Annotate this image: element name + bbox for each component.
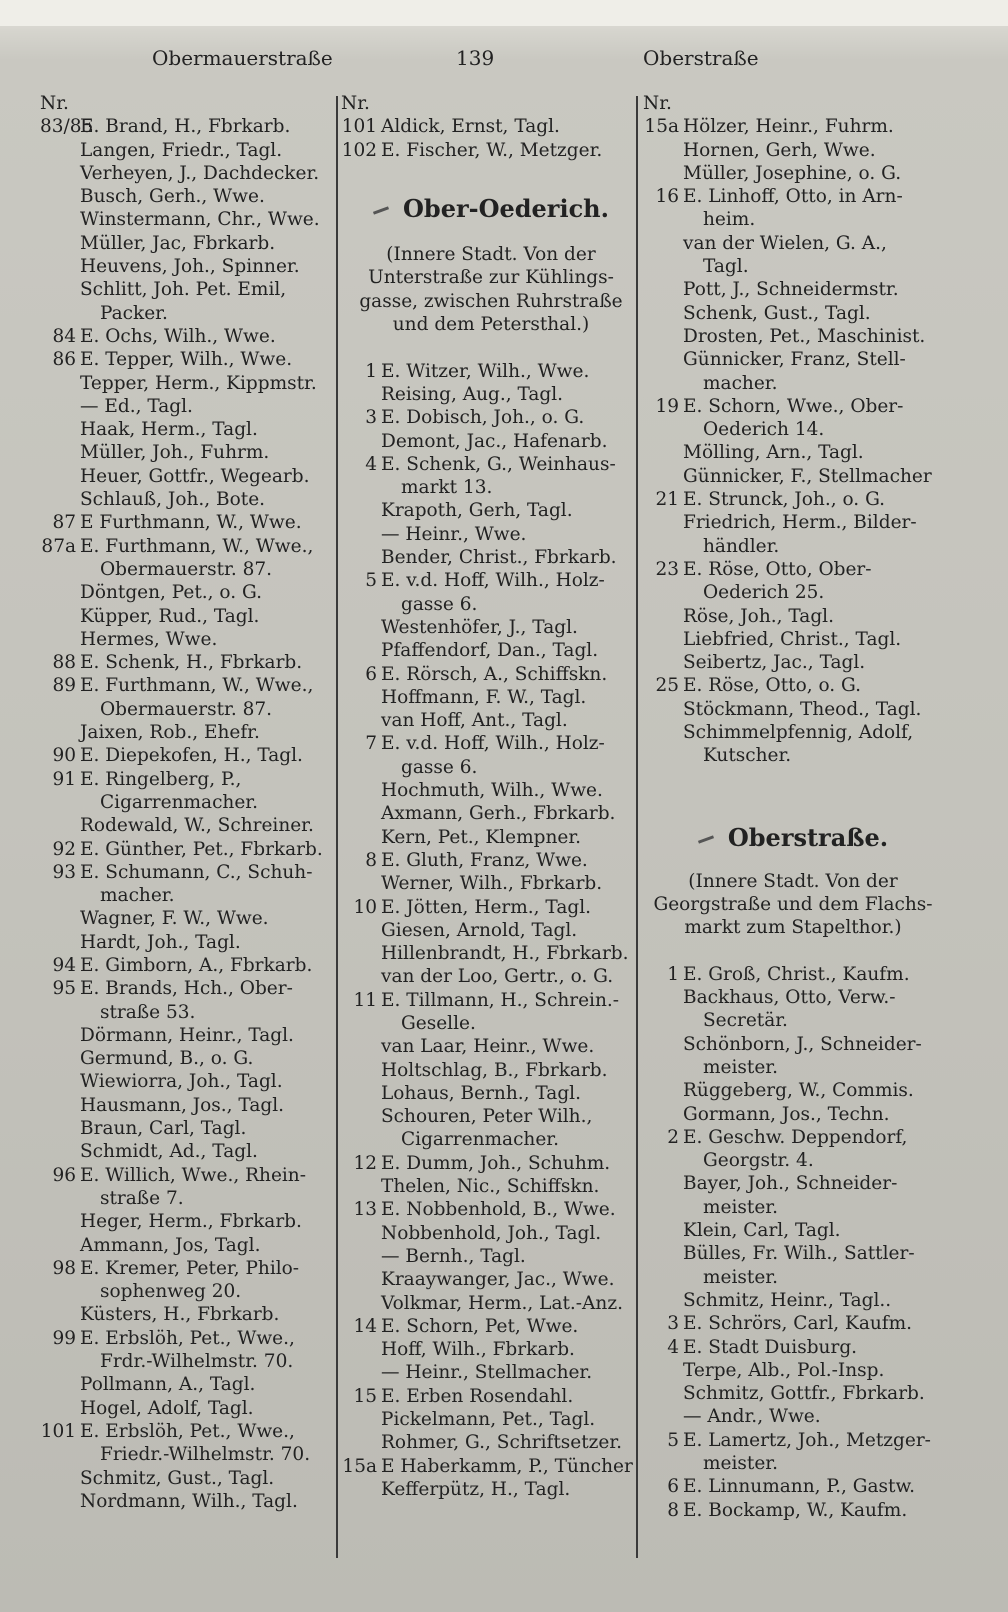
house-number: 4 <box>365 453 377 475</box>
pencil-mark <box>373 207 389 215</box>
house-entry <box>40 838 340 861</box>
resident-line: Kern, Pet., Klempner. <box>381 826 582 848</box>
section-title-ober-oederich <box>341 185 641 233</box>
house-number: 102 <box>341 139 377 161</box>
column-middle <box>341 92 641 1552</box>
house-entry <box>643 185 943 208</box>
resident-line: Axmann, Gerh., Fbrkarb. <box>381 803 616 825</box>
resident-line: Mölling, Arn., Tagl. <box>683 442 864 464</box>
resident-line: Braun, Carl, Tagl. <box>80 1118 247 1140</box>
house-entry <box>341 569 641 592</box>
resident-line: Cigarrenmacher. <box>100 791 258 813</box>
house-number: 3 <box>667 1313 679 1335</box>
resident-text: E. Erben Rosendahl. <box>381 1385 574 1407</box>
resident-line: Hermes, Wwe. <box>80 628 218 650</box>
house-entry <box>40 744 340 767</box>
resident-line: händler. <box>703 535 780 557</box>
resident-line: Wagner, F. W., Wwe. <box>80 908 269 930</box>
resident-line: Pott, J., Schneidermstr. <box>683 279 899 301</box>
house-entry <box>40 535 340 558</box>
resident-line: Friedr.-Wilhelmstr. 70. <box>100 1444 311 1466</box>
resident-line: Drosten, Pet., Maschinist. <box>683 325 926 347</box>
resident-line: Oederich 14. <box>703 419 825 441</box>
house-entry <box>643 963 943 986</box>
house-number: 3 <box>365 407 377 429</box>
description-line: Unterstraße zur Kühlings- <box>368 267 614 289</box>
resident-line: sophenweg 20. <box>100 1281 242 1303</box>
house-number: 96 <box>52 1164 76 1186</box>
house-number: 92 <box>52 838 76 860</box>
resident-text: E Furthmann, W., Wwe. <box>80 512 302 534</box>
house-number: 93 <box>52 861 76 883</box>
resident-text: E. Schrörs, Carl, Kaufm. <box>683 1313 913 1335</box>
resident-text: E. Fischer, W., Metzger. <box>381 139 603 161</box>
house-entry <box>341 139 641 162</box>
resident-line: van Laar, Heinr., Wwe. <box>381 1036 595 1058</box>
spacer <box>643 940 943 963</box>
house-number: 8 <box>667 1499 679 1521</box>
resident-line: Secretär. <box>703 1010 788 1032</box>
resident-line: — Heinr., Wwe. <box>381 523 527 545</box>
house-number: 101 <box>40 1420 76 1442</box>
house-number: 98 <box>52 1257 76 1279</box>
house-number: 6 <box>667 1476 679 1498</box>
description-line: (Innere Stadt. Von der <box>688 870 898 892</box>
resident-line: heim. <box>703 209 756 231</box>
resident-line: Langen, Friedr., Tagl. <box>80 139 283 161</box>
description-line: und dem Petersthal.) <box>392 314 590 336</box>
house-entry <box>341 1198 641 1221</box>
resident-text: E. Dobisch, Joh., o. G. <box>381 407 585 429</box>
resident-line: Germund, B., o. G. <box>80 1048 254 1070</box>
resident-line: Geselle. <box>401 1012 476 1034</box>
entry-list <box>341 360 641 1502</box>
house-number: 13 <box>353 1199 377 1221</box>
resident-line: Hoffmann, F. W., Tagl. <box>381 686 587 708</box>
resident-line: Volkmar, Herm., Lat.-Anz. <box>381 1292 623 1314</box>
resident-line: Klein, Carl, Tagl. <box>683 1220 841 1242</box>
pencil-mark <box>698 835 714 843</box>
resident-line: Bülles, Fr. Wilh., Sattler- <box>683 1243 915 1265</box>
resident-line: Schlauß, Joh., Bote. <box>80 489 266 511</box>
resident-line: Döntgen, Pet., o. G. <box>80 582 263 604</box>
resident-line: Hillenbrandt, H., Fbrkarb. <box>381 943 629 965</box>
resident-line: Pfaffendorf, Dan., Tagl. <box>381 640 599 662</box>
section-description <box>341 243 641 336</box>
section-title-text: Ober-Oederich. <box>403 194 609 224</box>
resident-text: E. Linnumann, P., Gastw. <box>683 1476 915 1498</box>
resident-line: Pollmann, A., Tagl. <box>80 1374 256 1396</box>
resident-line: Winstermann, Chr., Wwe. <box>80 209 320 231</box>
resident-line: Friedrich, Herm., Bilder- <box>683 512 917 534</box>
resident-text: E. Ringelberg, P., <box>80 768 242 790</box>
house-number: 99 <box>52 1327 76 1349</box>
house-number: 15a <box>342 1455 377 1477</box>
entry-list <box>341 92 641 162</box>
resident-line: Seibertz, Jac., Tagl. <box>683 652 866 674</box>
resident-line: Giesen, Arnold, Tagl. <box>381 919 578 941</box>
resident-text: E. Willich, Wwe., Rhein- <box>80 1164 306 1186</box>
resident-line: Oederich 25. <box>703 582 825 604</box>
resident-text: E. Furthmann, W., Wwe., <box>80 535 314 557</box>
page-header <box>0 46 1008 76</box>
resident-text: E. Schenk, G., Weinhaus- <box>381 453 616 475</box>
resident-line: Cigarrenmacher. <box>401 1129 559 1151</box>
house-entry <box>40 1257 340 1280</box>
house-number: 83/85 <box>40 116 94 138</box>
resident-line: Günnicker, F., Stellmacher <box>683 465 932 487</box>
resident-line: Hochmuth, Wilh., Wwe. <box>381 780 603 802</box>
house-number: 11 <box>353 989 377 1011</box>
house-number: 101 <box>341 116 377 138</box>
resident-line: Gormann, Jos., Techn. <box>683 1103 890 1125</box>
resident-line: Thelen, Nic., Schiffskn. <box>381 1176 600 1198</box>
resident-line: Obermauerstr. 87. <box>100 558 273 580</box>
resident-line: van der Loo, Gertr., o. G. <box>381 966 614 988</box>
house-entry <box>40 1420 340 1443</box>
resident-line: Müller, Joh., Fuhrm. <box>80 442 270 464</box>
resident-line: Georgstr. 4. <box>703 1150 814 1172</box>
house-number: 94 <box>52 954 76 976</box>
resident-text: E. Schenk, H., Fbrkarb. <box>80 652 303 674</box>
house-number: 1 <box>365 360 377 382</box>
house-entry <box>40 511 340 534</box>
resident-text: E. Lamertz, Joh., Metzger- <box>683 1429 931 1451</box>
resident-line: Holtschlag, B., Fbrkarb. <box>381 1059 608 1081</box>
house-number: 95 <box>52 978 76 1000</box>
resident-line: Frdr.-Wilhelmstr. 70. <box>100 1351 294 1373</box>
resident-line: Schouren, Peter Wilh., <box>381 1106 593 1128</box>
resident-line: Krapoth, Gerh, Tagl. <box>381 500 573 522</box>
house-number: 8 <box>365 849 377 871</box>
resident-line: Schönborn, J., Schneider- <box>683 1033 922 1055</box>
resident-line: van der Wielen, G. A., <box>683 232 887 254</box>
house-entry <box>341 406 641 429</box>
house-number: 15 <box>353 1385 377 1407</box>
spacer <box>341 233 641 243</box>
resident-text: E. Diepekofen, H., Tagl. <box>80 745 303 767</box>
resident-line: Küsters, H., Fbrkarb. <box>80 1304 280 1326</box>
resident-line: van Hoff, Ant., Tagl. <box>381 710 568 732</box>
resident-line: Wiewiorra, Joh., Tagl. <box>80 1071 283 1093</box>
house-number: 7 <box>365 733 377 755</box>
house-number: 21 <box>655 489 679 511</box>
column-right <box>643 92 943 1552</box>
house-entry <box>40 954 340 977</box>
resident-text: E. Brand, H., Fbrkarb. <box>80 116 291 138</box>
resident-line: meister. <box>703 1453 778 1475</box>
house-entry <box>40 861 340 884</box>
resident-line: Kefferpütz, H., Tagl. <box>381 1478 571 1500</box>
resident-text: E. Jötten, Herm., Tagl. <box>381 896 591 918</box>
house-entry <box>643 1312 943 1335</box>
resident-line: macher. <box>100 885 175 907</box>
resident-line: Westenhöfer, J., Tagl. <box>381 616 578 638</box>
resident-text: E. Brands, Hch., Ober- <box>80 978 293 1000</box>
resident-line: Kutscher. <box>703 745 792 767</box>
resident-text: E. Schorn, Pet, Wwe. <box>381 1315 579 1337</box>
house-entry <box>341 1455 641 1478</box>
resident-text: E. Erbslöh, Pet., Wwe., <box>80 1420 295 1442</box>
resident-line: Nordmann, Wilh., Tagl. <box>80 1490 298 1512</box>
resident-line: Hoff, Wilh., Fbrkarb. <box>381 1339 575 1361</box>
resident-line: Rüggeberg, W., Commis. <box>683 1080 914 1102</box>
resident-line: gasse 6. <box>401 756 478 778</box>
house-number: 14 <box>353 1315 377 1337</box>
house-entry <box>341 663 641 686</box>
house-entry <box>643 1126 943 1149</box>
resident-line: Jaixen, Rob., Ehefr. <box>80 722 260 744</box>
house-number: 88 <box>52 652 76 674</box>
resident-text: E. Groß, Christ., Kaufm. <box>683 963 910 985</box>
resident-line: Bender, Christ., Fbrkarb. <box>381 547 617 569</box>
resident-line: Dörmann, Heinr., Tagl. <box>80 1024 294 1046</box>
resident-line: Schlitt, Joh. Pet. Emil, <box>80 279 287 301</box>
house-entry <box>40 977 340 1000</box>
resident-line: Rodewald, W., Schreiner. <box>80 815 314 837</box>
section-description <box>643 870 943 940</box>
entry-list <box>643 963 943 1522</box>
resident-line: gasse 6. <box>401 593 478 615</box>
house-entry <box>341 896 641 919</box>
resident-line: Küpper, Rud., Tagl. <box>80 605 260 627</box>
resident-line: meister. <box>703 1056 778 1078</box>
house-number: 5 <box>365 570 377 592</box>
resident-line: straße 53. <box>100 1001 196 1023</box>
resident-line: markt 13. <box>401 477 493 499</box>
resident-text: E. v.d. Hoff, Wilh., Holz- <box>381 570 605 592</box>
resident-line: Heuvens, Joh., Spinner. <box>80 256 300 278</box>
resident-text: E. Bockamp, W., Kaufm. <box>683 1499 908 1521</box>
resident-line: Reising, Aug., Tagl. <box>381 383 564 405</box>
number-column-label: Nr. <box>643 93 672 114</box>
resident-line: meister. <box>703 1196 778 1218</box>
resident-text: E. Stadt Duisburg. <box>683 1336 858 1358</box>
resident-text: E. Röse, Otto, o. G. <box>683 675 862 697</box>
resident-line: Röse, Joh., Tagl. <box>683 605 834 627</box>
resident-line: straße 7. <box>100 1187 184 1209</box>
resident-text: E. Kremer, Peter, Philo- <box>80 1257 300 1279</box>
description-line: markt zum Stapelthor.) <box>684 917 902 939</box>
house-number: 16 <box>655 186 679 208</box>
resident-text: E. Witzer, Wilh., Wwe. <box>381 360 590 382</box>
house-entry <box>40 768 340 791</box>
resident-line: Schenk, Gust., Tagl. <box>683 302 871 324</box>
resident-line: Stöckmann, Theod., Tagl. <box>683 698 922 720</box>
description-line: Georgstraße und dem Flachs- <box>653 893 933 915</box>
spacer <box>643 768 943 814</box>
resident-line: Werner, Wilh., Fbrkarb. <box>381 873 603 895</box>
house-number: 25 <box>655 675 679 697</box>
house-number: 10 <box>353 896 377 918</box>
resident-line: Ammann, Jos, Tagl. <box>80 1234 261 1256</box>
resident-line: — Heinr., Stellmacher. <box>381 1362 593 1384</box>
resident-line: Heuer, Gottfr., Wegearb. <box>80 465 310 487</box>
house-entry <box>40 1164 340 1187</box>
resident-text: E. Gluth, Franz, Wwe. <box>381 849 588 871</box>
section-title-text: Oberstraße. <box>727 822 889 852</box>
resident-text: E. Tepper, Wilh., Wwe. <box>80 349 293 371</box>
house-entry <box>643 674 943 697</box>
page-top-edge <box>0 0 1008 26</box>
house-number: 91 <box>52 768 76 790</box>
house-entry <box>341 115 641 138</box>
house-entry <box>643 1499 943 1522</box>
resident-line: Müller, Jac, Fbrkarb. <box>80 232 276 254</box>
resident-line: — Bernh., Tagl. <box>381 1245 526 1267</box>
resident-line: Hausmann, Jos., Tagl. <box>80 1094 284 1116</box>
house-entry <box>341 360 641 383</box>
house-number: 84 <box>52 325 76 347</box>
house-entry <box>341 849 641 872</box>
house-number: 87 <box>52 512 76 534</box>
resident-text: E. Rörsch, A., Schiffskn. <box>381 663 608 685</box>
resident-line: Tepper, Herm., Kippmstr. <box>80 372 317 394</box>
resident-line: Heger, Herm., Fbrkarb. <box>80 1211 302 1233</box>
resident-text: Aldick, Ernst, Tagl. <box>381 116 560 138</box>
entry-list <box>643 92 943 768</box>
house-entry <box>643 1336 943 1359</box>
house-number: 4 <box>667 1336 679 1358</box>
house-entry <box>643 558 943 581</box>
resident-line: Hardt, Joh., Tagl. <box>80 931 241 953</box>
resident-text: E. Dumm, Joh., Schuhm. <box>381 1152 611 1174</box>
resident-text: E. Günther, Pet., Fbrkarb. <box>80 838 323 860</box>
resident-text: E. Linhoff, Otto, in Arn- <box>683 186 903 208</box>
number-column-label: Nr. <box>341 93 370 114</box>
resident-line: Nobbenhold, Joh., Tagl. <box>381 1222 602 1244</box>
resident-text: E. Ochs, Wilh., Wwe. <box>80 325 276 347</box>
resident-line: Schmitz, Gottfr., Fbrkarb. <box>683 1383 925 1405</box>
resident-line: Terpe, Alb., Pol.-Insp. <box>683 1359 885 1381</box>
house-entry <box>643 1429 943 1452</box>
entry-list <box>40 92 340 1513</box>
column-left <box>40 92 340 1552</box>
house-number: 6 <box>365 663 377 685</box>
house-entry <box>40 674 340 697</box>
resident-line: Lohaus, Bernh., Tagl. <box>381 1082 581 1104</box>
house-entry <box>341 732 641 755</box>
house-entry <box>40 348 340 371</box>
resident-text: E. Schumann, C., Schuh- <box>80 861 313 883</box>
resident-line: Hogel, Adolf, Tagl. <box>80 1397 254 1419</box>
spacer <box>341 336 641 359</box>
resident-text: E. Erbslöh, Pet., Wwe., <box>80 1327 295 1349</box>
resident-line: Verheyen, J., Dachdecker. <box>80 162 320 184</box>
header-right-street: Oberstraße <box>643 46 759 70</box>
spacer <box>341 162 641 185</box>
description-line: (Innere Stadt. Von der <box>386 244 596 266</box>
resident-text: E. Strunck, Joh., o. G. <box>683 489 886 511</box>
resident-line: Schmitz, Heinr., Tagl.. <box>683 1289 892 1311</box>
resident-line: Schmidt, Ad., Tagl. <box>80 1141 258 1163</box>
resident-line: Kraaywanger, Jac., Wwe. <box>381 1269 615 1291</box>
resident-line: — Ed., Tagl. <box>80 395 193 417</box>
resident-text: E. Tillmann, H., Schrein.- <box>381 989 619 1011</box>
house-entry <box>341 1152 641 1175</box>
house-number: 12 <box>353 1152 377 1174</box>
section-title-oberstrasse <box>643 814 943 862</box>
resident-line: Tagl. <box>703 256 749 278</box>
resident-line: — Andr., Wwe. <box>683 1406 821 1428</box>
resident-line: Schimmelpfennig, Adolf, <box>683 722 914 744</box>
house-number: 19 <box>655 395 679 417</box>
page-number: 139 <box>456 46 495 70</box>
resident-line: Demont, Jac., Hafenarb. <box>381 430 608 452</box>
resident-line: Rohmer, G., Schriftsetzer. <box>381 1432 623 1454</box>
resident-line: macher. <box>703 372 778 394</box>
resident-line: Müller, Josephine, o. G. <box>683 162 902 184</box>
house-entry <box>341 453 641 476</box>
resident-text: E Haberkamm, P., Tüncher <box>381 1455 633 1477</box>
house-entry <box>40 325 340 348</box>
resident-line: Pickelmann, Pet., Tagl. <box>381 1409 596 1431</box>
house-number: 15a <box>644 116 679 138</box>
spacer <box>643 862 943 870</box>
resident-line: Bayer, Joh., Schneider- <box>683 1173 898 1195</box>
house-entry <box>643 488 943 511</box>
header-left-street: Obermauerstraße <box>152 46 333 70</box>
resident-text: E. Geschw. Deppendorf, <box>683 1126 908 1148</box>
resident-line: Schmitz, Gust., Tagl. <box>80 1467 275 1489</box>
house-number: 87a <box>41 535 76 557</box>
resident-line: Packer. <box>100 302 168 324</box>
resident-text: E. Furthmann, W., Wwe., <box>80 675 314 697</box>
description-line: gasse, zwischen Ruhrstraße <box>359 290 623 312</box>
resident-line: Günnicker, Franz, Stell- <box>683 349 906 371</box>
number-column-label: Nr. <box>40 93 69 114</box>
house-entry <box>643 1475 943 1498</box>
resident-line: Liebfried, Christ., Tagl. <box>683 628 902 650</box>
resident-line: Obermauerstr. 87. <box>100 698 273 720</box>
resident-text: E. Schorn, Wwe., Ober- <box>683 395 904 417</box>
house-entry <box>341 1315 641 1338</box>
resident-text: E. Nobbenhold, B., Wwe. <box>381 1199 616 1221</box>
resident-text: Hölzer, Heinr., Fuhrm. <box>683 116 894 138</box>
resident-text: E. v.d. Hoff, Wilh., Holz- <box>381 733 605 755</box>
house-entry <box>40 651 340 674</box>
resident-line: Hornen, Gerh, Wwe. <box>683 139 876 161</box>
resident-line: Busch, Gerh., Wwe. <box>80 186 265 208</box>
house-number: 90 <box>52 745 76 767</box>
house-entry <box>40 115 340 138</box>
house-entry <box>341 1385 641 1408</box>
house-number: 23 <box>655 558 679 580</box>
house-entry <box>643 395 943 418</box>
house-entry <box>643 115 943 138</box>
resident-line: Haak, Herm., Tagl. <box>80 419 258 441</box>
house-number: 2 <box>667 1126 679 1148</box>
house-number: 89 <box>52 675 76 697</box>
house-entry <box>341 989 641 1012</box>
resident-line: meister. <box>703 1266 778 1288</box>
house-number: 86 <box>52 349 76 371</box>
resident-line: Backhaus, Otto, Verw.- <box>683 987 896 1009</box>
house-number: 5 <box>667 1429 679 1451</box>
house-entry <box>40 1327 340 1350</box>
resident-text: E. Röse, Otto, Ober- <box>683 558 872 580</box>
resident-text: E. Gimborn, A., Fbrkarb. <box>80 954 313 976</box>
house-number: 1 <box>667 963 679 985</box>
